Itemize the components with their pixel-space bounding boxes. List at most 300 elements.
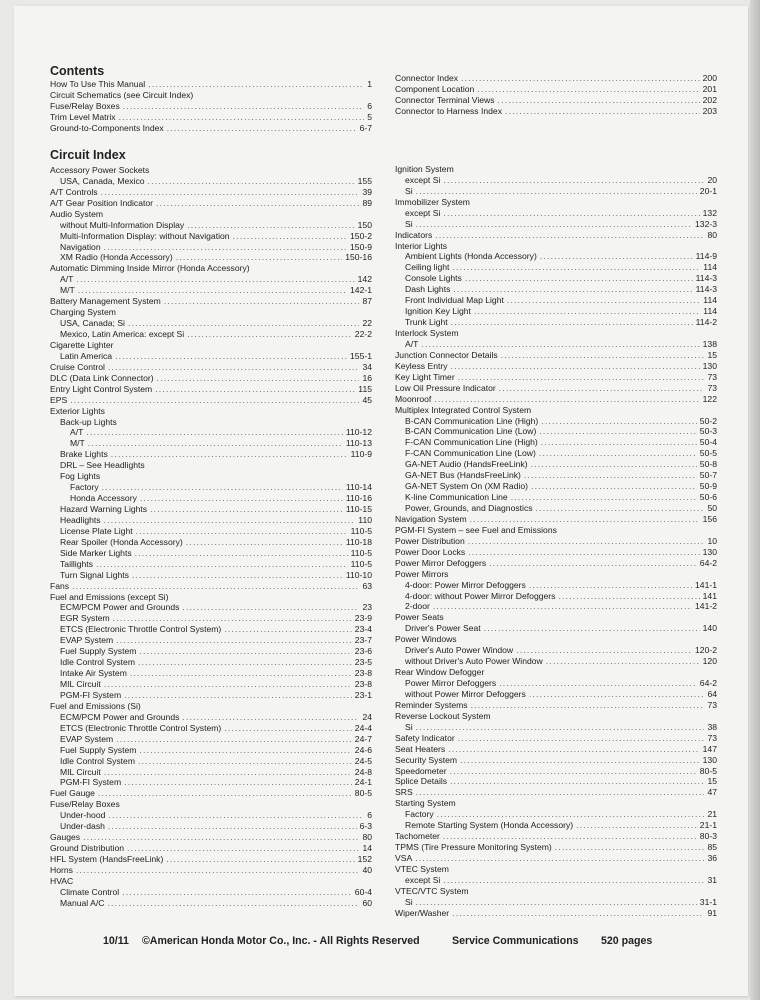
- entry-page-number: 20-1: [699, 185, 717, 196]
- entry-title: B-CAN Communication Line (High): [405, 415, 539, 426]
- index-entry: [395, 591, 717, 602]
- entry-page-number: 50-2: [699, 415, 717, 426]
- entry-title: M/T: [70, 438, 85, 449]
- entry-page-number: 155: [357, 175, 372, 186]
- entry-page-number: 110-18: [345, 536, 372, 547]
- entry-title: Speedometer: [395, 765, 447, 776]
- dot-leader: [452, 908, 704, 919]
- index-entry: [395, 219, 717, 230]
- index-entry: [395, 908, 717, 919]
- index-entry: [395, 448, 717, 459]
- index-entry: [50, 690, 372, 701]
- entry-title: USA, Canada, Mexico: [60, 175, 145, 186]
- entry-title: except Si: [405, 874, 441, 885]
- entry-title: Exterior Lights: [50, 405, 105, 416]
- entry-page-number: 115: [358, 383, 372, 394]
- entry-page-number: 150-16: [345, 252, 372, 263]
- entry-title: Keyless Entry: [395, 360, 448, 371]
- dot-leader: [124, 777, 352, 788]
- dot-leader: [448, 744, 699, 755]
- dot-leader: [416, 787, 705, 798]
- entry-title: HFL System (HandsFreeLink): [50, 854, 164, 865]
- entry-page-number: 110-14: [345, 482, 372, 493]
- entry-page-number: 50-4: [699, 437, 717, 448]
- dot-leader: [531, 481, 697, 492]
- index-entry: [395, 492, 717, 503]
- dot-leader: [157, 373, 360, 384]
- index-entry: [395, 722, 717, 733]
- entry-page-number: 23-8: [354, 679, 372, 690]
- dot-leader: [539, 426, 696, 437]
- entry-title: Ignition Key Light: [405, 306, 471, 317]
- index-entry: [50, 373, 372, 384]
- entry-page-number: 130: [702, 360, 717, 371]
- dot-leader: [76, 865, 360, 876]
- entry-title: without Driver's Auto Power Window: [405, 656, 543, 667]
- entry-page-number: 10: [707, 535, 717, 546]
- entry-title: Fuse/Relay Boxes: [50, 100, 120, 111]
- entry-title: Headlights: [60, 514, 101, 525]
- index-entry: [50, 657, 372, 668]
- entry-title: A/T: [60, 274, 74, 285]
- entry-title: Driver's Auto Power Window: [405, 645, 514, 656]
- index-entry: [50, 876, 372, 887]
- dot-leader: [529, 580, 692, 591]
- dot-leader: [122, 887, 352, 898]
- contents-heading: Contents: [50, 64, 105, 78]
- index-entry: [50, 756, 372, 767]
- index-entry: [50, 417, 372, 428]
- dot-leader: [451, 361, 700, 372]
- entry-title: 4-door: without Power Mirror Defoggers: [405, 590, 556, 601]
- entry-page-number: 36: [707, 853, 717, 864]
- index-entry: [395, 208, 717, 219]
- entry-title: Power, Grounds, and Diagnostics: [405, 503, 533, 514]
- index-entry: [50, 559, 372, 570]
- entry-page-number: 63: [362, 580, 372, 591]
- entry-page-number: 141-2: [695, 601, 717, 612]
- index-entry: [395, 798, 717, 809]
- dot-leader: [507, 295, 700, 306]
- index-entry: [395, 525, 717, 536]
- entry-page-number: 22-2: [354, 329, 372, 340]
- index-entry: [50, 187, 372, 198]
- dot-leader: [450, 776, 704, 787]
- dot-leader: [138, 657, 352, 668]
- dot-leader: [470, 514, 700, 525]
- entry-title: USA, Canada; Si: [60, 318, 125, 329]
- entry-title: Si: [405, 218, 413, 229]
- entry-title: Under-hood: [60, 810, 106, 821]
- entry-title: Hazard Warning Lights: [60, 504, 148, 515]
- entry-page-number: 23-1: [354, 689, 372, 700]
- dot-leader: [186, 537, 343, 548]
- index-entry: [395, 853, 717, 864]
- entry-title: Charging System: [50, 307, 116, 318]
- entry-title: Brake Lights: [60, 449, 108, 460]
- entry-title: Factory: [70, 482, 99, 493]
- entry-title: without Power Mirror Defoggers: [405, 688, 526, 699]
- index-entry: [395, 427, 717, 438]
- index-entry: [50, 723, 372, 734]
- index-entry: [50, 209, 372, 220]
- entry-page-number: 114-9: [695, 251, 717, 262]
- index-entry: [395, 262, 717, 273]
- entry-title: Security System: [395, 754, 458, 765]
- index-entry: [50, 613, 372, 624]
- index-entry: [395, 766, 717, 777]
- entry-page-number: 110-15: [345, 504, 372, 515]
- index-entry: [50, 646, 372, 657]
- index-entry: [50, 745, 372, 756]
- entry-page-number: 45: [362, 394, 372, 405]
- entry-title: Safety Indicator: [395, 732, 455, 743]
- entry-title: Honda Accessory: [70, 493, 137, 504]
- entry-page-number: 142-1: [350, 285, 372, 296]
- entry-title: Mexico, Latin America: except Si: [60, 329, 185, 340]
- index-entry: [50, 176, 372, 187]
- index-entry: [50, 384, 372, 395]
- entry-title: Tachometer: [395, 831, 440, 842]
- dot-leader: [555, 842, 705, 853]
- entry-page-number: 22: [362, 318, 372, 329]
- entry-page-number: 16: [362, 372, 372, 383]
- index-entry: [50, 406, 372, 417]
- entry-page-number: 80-5: [354, 788, 372, 799]
- entry-title: TPMS (Tire Pressure Monitoring System): [395, 842, 552, 853]
- entry-page-number: 114-3: [695, 284, 717, 295]
- entry-title: Connector Terminal Views: [395, 94, 495, 105]
- page-edge: [750, 0, 760, 1000]
- dot-leader: [83, 832, 359, 843]
- index-entry: [50, 832, 372, 843]
- entry-title: ETCS (Electronic Throttle Control System): [60, 722, 222, 733]
- entry-page-number: 64: [707, 688, 717, 699]
- entry-title: Immobilizer System: [395, 196, 470, 207]
- dot-leader: [505, 106, 700, 117]
- entry-title: M/T: [60, 285, 75, 296]
- entry-title: Factory: [405, 809, 434, 820]
- dot-leader: [434, 394, 699, 405]
- entry-page-number: 89: [362, 197, 372, 208]
- index-entry: [50, 767, 372, 778]
- dot-leader: [433, 601, 692, 612]
- index-entry: [50, 263, 372, 274]
- index-entry: [50, 438, 372, 449]
- entry-page-number: 73: [707, 699, 717, 710]
- entry-page-number: 50-3: [699, 426, 717, 437]
- dot-leader: [539, 448, 697, 459]
- entry-title: SRS: [395, 787, 413, 798]
- index-entry: [395, 897, 717, 908]
- dot-leader: [443, 175, 704, 186]
- index-entry: [395, 787, 717, 798]
- entry-page-number: 15: [707, 349, 717, 360]
- dot-leader: [458, 733, 705, 744]
- entry-title: Circuit Schematics (see Circuit Index): [50, 89, 194, 100]
- entry-title: Fuel Supply System: [60, 744, 137, 755]
- index-entry: [50, 123, 372, 134]
- dot-leader: [101, 187, 360, 198]
- entry-page-number: 31: [707, 874, 717, 885]
- entry-page-number: 50-7: [699, 470, 717, 481]
- index-entry: [395, 273, 717, 284]
- entry-title: except Si: [405, 174, 441, 185]
- entry-title: Starting System: [395, 798, 456, 809]
- entry-page-number: 114: [703, 295, 717, 306]
- dot-leader: [76, 274, 354, 285]
- dot-leader: [128, 318, 359, 329]
- index-entry: [50, 449, 372, 460]
- index-entry: [50, 318, 372, 329]
- entry-title: Accessory Power Sockets: [50, 164, 150, 175]
- dot-leader: [501, 350, 705, 361]
- entry-title: A/T: [70, 427, 84, 438]
- entry-page-number: 110-5: [350, 525, 372, 536]
- entry-title: ECM/PCM Power and Grounds: [60, 711, 180, 722]
- dot-leader: [499, 678, 697, 689]
- index-entry: [50, 231, 372, 242]
- entry-page-number: 122: [702, 393, 717, 404]
- index-entry: [50, 668, 372, 679]
- footer-date: 10/11: [103, 935, 129, 947]
- entry-title: Interlock System: [395, 328, 459, 339]
- index-entry: [50, 307, 372, 318]
- dot-leader: [167, 123, 357, 134]
- index-entry: [395, 842, 717, 853]
- index-entry: [395, 634, 717, 645]
- entry-page-number: 138: [702, 338, 717, 349]
- entry-title: Low Oil Pressure Indicator: [395, 382, 496, 393]
- contents-left-list: [50, 79, 372, 134]
- entry-page-number: 114: [703, 262, 717, 273]
- entry-title: Remote Starting System (Honda Accessory): [405, 820, 574, 831]
- entry-page-number: 40: [362, 864, 372, 875]
- contents-right-column: [395, 73, 717, 117]
- index-entry: [395, 503, 717, 514]
- entry-title: EGR System: [60, 613, 110, 624]
- dot-leader: [96, 559, 348, 570]
- entry-page-number: 110-12: [345, 427, 372, 438]
- entry-page-number: 47: [707, 787, 717, 798]
- index-entry: [395, 886, 717, 897]
- entry-title: Fans: [50, 580, 70, 591]
- entry-title: Wiper/Washer: [395, 907, 450, 918]
- entry-title: DLC (Data Link Connector): [50, 372, 154, 383]
- index-entry: [395, 306, 717, 317]
- footer-department: Service Communications: [452, 935, 579, 947]
- index-entry: [395, 831, 717, 842]
- index-entry: [395, 383, 717, 394]
- entry-title: 2-door: [405, 601, 430, 612]
- entry-title: Fuel Supply System: [60, 646, 137, 657]
- index-entry: [50, 253, 372, 264]
- index-entry: [50, 504, 372, 515]
- index-entry: [395, 733, 717, 744]
- index-entry: [395, 602, 717, 613]
- entry-page-number: 110-13: [345, 438, 372, 449]
- entry-title: Under-dash: [60, 821, 105, 832]
- index-entry: [395, 820, 717, 831]
- entry-title: Ceiling light: [405, 262, 450, 273]
- entry-title: Seat Heaters: [395, 743, 446, 754]
- entry-title: Connector Index: [395, 72, 459, 83]
- index-entry: [395, 95, 717, 106]
- index-entry: [50, 362, 372, 373]
- dot-leader: [104, 515, 356, 526]
- entry-page-number: 156: [702, 513, 717, 524]
- index-entry: [395, 777, 717, 788]
- index-entry: [395, 84, 717, 95]
- index-entry: [395, 656, 717, 667]
- entry-page-number: 155-1: [350, 350, 372, 361]
- entry-title: Audio System: [50, 208, 104, 219]
- circuit-index-heading: Circuit Index: [50, 148, 126, 162]
- entry-page-number: 87: [362, 296, 372, 307]
- index-entry: [395, 864, 717, 875]
- entry-page-number: 23: [362, 602, 372, 613]
- index-entry: [395, 547, 717, 558]
- entry-title: B-CAN Communication Line (Low): [405, 426, 537, 437]
- entry-title: except Si: [405, 207, 441, 218]
- entry-page-number: 114: [703, 306, 717, 317]
- entry-page-number: 203: [702, 105, 717, 116]
- index-entry: [50, 635, 372, 646]
- dot-leader: [471, 700, 705, 711]
- entry-page-number: 23-4: [354, 624, 372, 635]
- entry-title: VTEC/VTC System: [395, 885, 469, 896]
- index-entry: [395, 437, 717, 448]
- entry-title: Cigarette Lighter: [50, 339, 114, 350]
- entry-page-number: 110-16: [345, 493, 372, 504]
- entry-title: Back-up Lights: [60, 416, 117, 427]
- entry-page-number: 201: [702, 83, 717, 94]
- entry-page-number: 50: [707, 503, 717, 514]
- index-entry: [50, 493, 372, 504]
- circuit-index-left-list: [50, 165, 372, 909]
- entry-title: Fuel and Emissions (except Si): [50, 591, 169, 602]
- entry-page-number: 130: [702, 754, 717, 765]
- entry-title: Driver's Power Seat: [405, 623, 481, 634]
- dot-leader: [115, 351, 347, 362]
- dot-leader: [123, 101, 364, 112]
- entry-title: Fog Lights: [60, 471, 101, 482]
- entry-title: Power Door Locks: [395, 546, 466, 557]
- entry-title: Splice Details: [395, 776, 448, 787]
- dot-leader: [116, 635, 352, 646]
- entry-page-number: 24-5: [354, 755, 372, 766]
- dot-leader: [484, 623, 700, 634]
- index-entry: [50, 712, 372, 723]
- dot-leader: [182, 602, 359, 613]
- entry-page-number: 120-2: [695, 645, 717, 656]
- entry-title: Key Light Timer: [395, 371, 455, 382]
- entry-title: EVAP System: [60, 635, 114, 646]
- entry-title: Component Location: [395, 83, 475, 94]
- dot-leader: [104, 767, 352, 778]
- dot-leader: [148, 79, 364, 90]
- entry-title: without Multi-Information Display: [60, 219, 185, 230]
- entry-title: Side Marker Lights: [60, 547, 132, 558]
- entry-page-number: 91: [707, 907, 717, 918]
- entry-page-number: 80: [362, 832, 372, 843]
- index-entry: [395, 317, 717, 328]
- index-entry: [50, 90, 372, 101]
- dot-leader: [140, 493, 343, 504]
- entry-title: PGM-FI System: [60, 777, 122, 788]
- index-entry: [50, 515, 372, 526]
- dot-leader: [70, 395, 359, 406]
- index-entry: [50, 810, 372, 821]
- entry-page-number: 60-4: [354, 886, 372, 897]
- entry-page-number: 85: [707, 842, 717, 853]
- index-entry: [50, 242, 372, 253]
- dot-leader: [558, 591, 699, 602]
- entry-page-number: 80-5: [699, 765, 717, 776]
- dot-leader: [127, 843, 359, 854]
- dot-leader: [451, 317, 693, 328]
- entry-page-number: 24: [362, 711, 372, 722]
- dot-leader: [187, 220, 354, 231]
- entry-title: DRL – See Headlights: [60, 460, 145, 471]
- index-entry: [50, 482, 372, 493]
- entry-page-number: 6-3: [359, 821, 372, 832]
- entry-title: Idle Control System: [60, 755, 135, 766]
- entry-title: Fuse/Relay Boxes: [50, 799, 120, 810]
- dot-leader: [108, 810, 364, 821]
- entry-page-number: 141-1: [695, 579, 717, 590]
- dot-leader: [453, 284, 692, 295]
- index-entry: [50, 165, 372, 176]
- entry-page-number: 24-1: [354, 777, 372, 788]
- index-entry: [395, 197, 717, 208]
- entry-title: Junction Connector Details: [395, 349, 498, 360]
- index-entry: [395, 569, 717, 580]
- dot-leader: [460, 755, 700, 766]
- entry-title: Entry Light Control System: [50, 383, 153, 394]
- dot-leader: [416, 897, 697, 908]
- entry-page-number: 64-2: [699, 678, 717, 689]
- entry-title: A/T Gear Position Indicator: [50, 197, 154, 208]
- index-entry: [50, 887, 372, 898]
- index-entry: [395, 339, 717, 350]
- dot-leader: [541, 437, 697, 448]
- entry-title: VSA: [395, 853, 413, 864]
- index-entry: [395, 241, 717, 252]
- index-entry: [50, 592, 372, 603]
- dot-leader: [529, 689, 705, 700]
- dot-leader: [468, 547, 699, 558]
- entry-page-number: 80-3: [699, 831, 717, 842]
- dot-leader: [86, 427, 343, 438]
- dot-leader: [416, 219, 692, 230]
- entry-title: Rear Window Defogger: [395, 667, 485, 678]
- index-entry: [50, 854, 372, 865]
- dot-leader: [416, 186, 697, 197]
- index-entry: [50, 821, 372, 832]
- dot-leader: [139, 745, 351, 756]
- index-entry: [50, 285, 372, 296]
- index-entry: [50, 351, 372, 362]
- dot-leader: [465, 273, 693, 284]
- index-entry: [50, 734, 372, 745]
- index-entry: [395, 612, 717, 623]
- dot-leader: [107, 898, 359, 909]
- entry-page-number: 114-2: [695, 317, 717, 328]
- entry-title: Multiplex Integrated Control System: [395, 404, 532, 415]
- index-entry: [395, 350, 717, 361]
- index-entry: [50, 340, 372, 351]
